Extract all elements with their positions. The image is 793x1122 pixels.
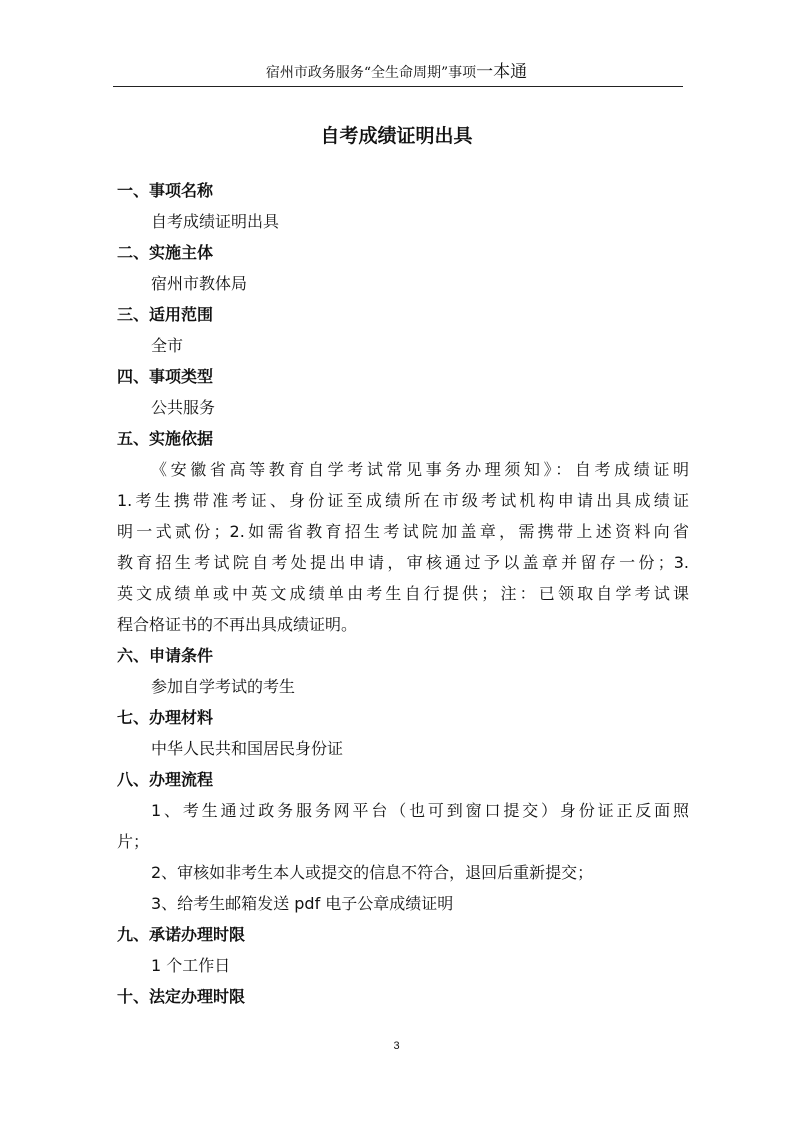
section-value-scope: 全市 <box>151 336 184 355</box>
legal-basis-line: 1.考生携带准考证、身份证至成绩所在市级考试机构申请出具成绩证 <box>117 491 689 510</box>
section-heading-legal-basis: 五、实施依据 <box>117 429 214 448</box>
process-step-line: 3、给考生邮箱发送 pdf 电子公章成绩证明 <box>151 894 454 913</box>
section-heading-materials: 七、办理材料 <box>117 708 214 727</box>
header-suffix: 一本通 <box>476 62 528 82</box>
section-value-conditions: 参加自学考试的考生 <box>151 677 296 696</box>
document-body <box>117 175 689 1012</box>
section-heading-item-name: 一、事项名称 <box>117 181 214 200</box>
section-heading-implementing-body: 二、实施主体 <box>117 243 214 262</box>
legal-basis-line: 《安徽省高等教育自学考试常见事务办理须知》：自考成绩证明 <box>151 460 689 479</box>
section-heading-scope: 三、适用范围 <box>117 305 214 324</box>
running-header <box>0 62 793 83</box>
page-number: 3 <box>393 1040 400 1052</box>
process-step-line: 1、考生通过政务服务网平台（也可到窗口提交）身份证正反面照 <box>151 801 689 820</box>
header-prefix: 宿州市政务服务“全生命周期”事项 <box>265 65 477 81</box>
section-heading-promised-time: 九、承诺办理时限 <box>117 925 246 944</box>
process-step-line: 2、审核如非考生本人或提交的信息不符合，退回后重新提交； <box>151 863 594 882</box>
legal-basis-line: 英文成绩单或中英文成绩单由考生自行提供；注：已领取自学考试课 <box>117 584 689 603</box>
section-heading-legal-time: 十、法定办理时限 <box>117 987 246 1006</box>
section-heading-process: 八、办理流程 <box>117 770 214 789</box>
section-heading-conditions: 六、申请条件 <box>117 646 214 665</box>
legal-basis-line: 教育招生考试院自考处提出申请，审核通过予以盖章并留存一份；3. <box>117 553 689 572</box>
section-value-materials: 中华人民共和国居民身份证 <box>151 739 344 758</box>
process-step-line: 片； <box>117 832 150 851</box>
section-value-item-name: 自考成绩证明出具 <box>151 212 280 231</box>
section-value-implementing-body: 宿州市教体局 <box>151 274 248 293</box>
section-value-item-type: 公共服务 <box>151 398 216 417</box>
section-heading-item-type: 四、事项类型 <box>117 367 214 386</box>
legal-basis-line: 明一式贰份；2.如需省教育招生考试院加盖章，需携带上述资料向省 <box>117 522 689 541</box>
section-value-promised-time: 1 个工作日 <box>151 956 231 975</box>
document-title: 自考成绩证明出具 <box>320 125 473 147</box>
legal-basis-line: 程合格证书的不再出具成绩证明。 <box>117 615 358 634</box>
header-rule <box>113 86 683 87</box>
